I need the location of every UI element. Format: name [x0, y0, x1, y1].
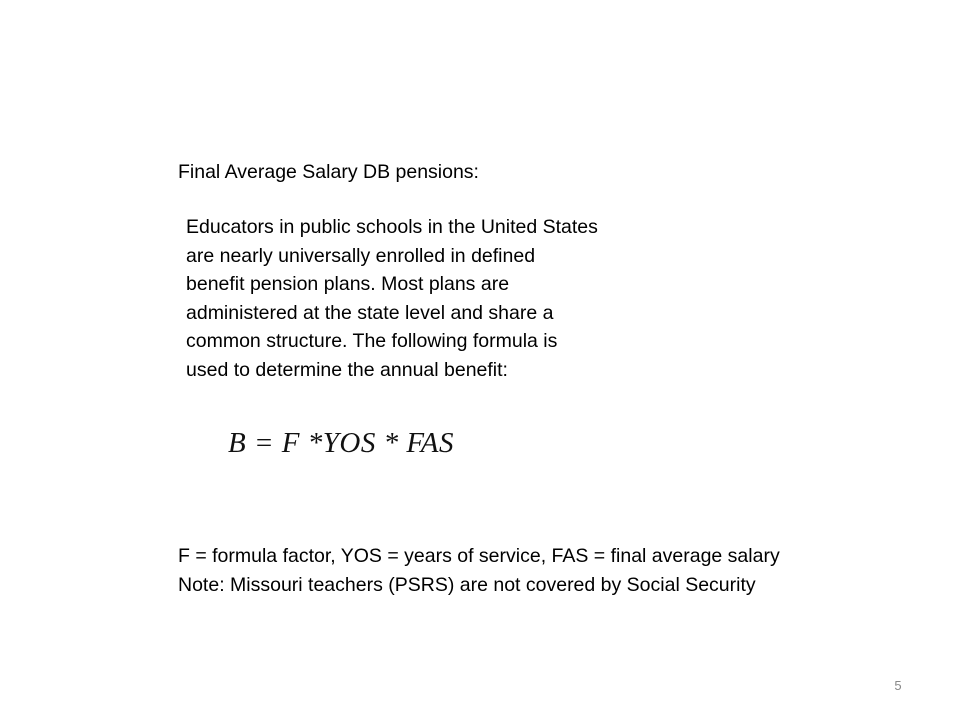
paragraph-line: used to determine the annual benefit: [186, 358, 508, 381]
benefit-formula: B = F *YOS * FAS [228, 427, 455, 459]
paragraph-line: benefit pension plans. Most plans are [186, 273, 510, 295]
definitions-note: F = formula factor, YOS = years of service, FAS = final average salary [178, 545, 780, 567]
intro-paragraph [186, 213, 598, 384]
paragraph-line: common structure. The following formula is [186, 330, 558, 352]
slide-heading: Final Average Salary DB pensions: [178, 161, 479, 183]
paragraph-line: are nearly universally enrolled in defined [186, 244, 536, 267]
paragraph-line: Educators in public schools in the United States [186, 216, 598, 238]
formula-notes [178, 542, 780, 600]
slide-number: 5 [894, 678, 902, 693]
social-security-note: Note: Missouri teachers (PSRS) are not covered by Social Security [178, 574, 756, 596]
paragraph-line: administered at the state level and share a [186, 301, 554, 324]
